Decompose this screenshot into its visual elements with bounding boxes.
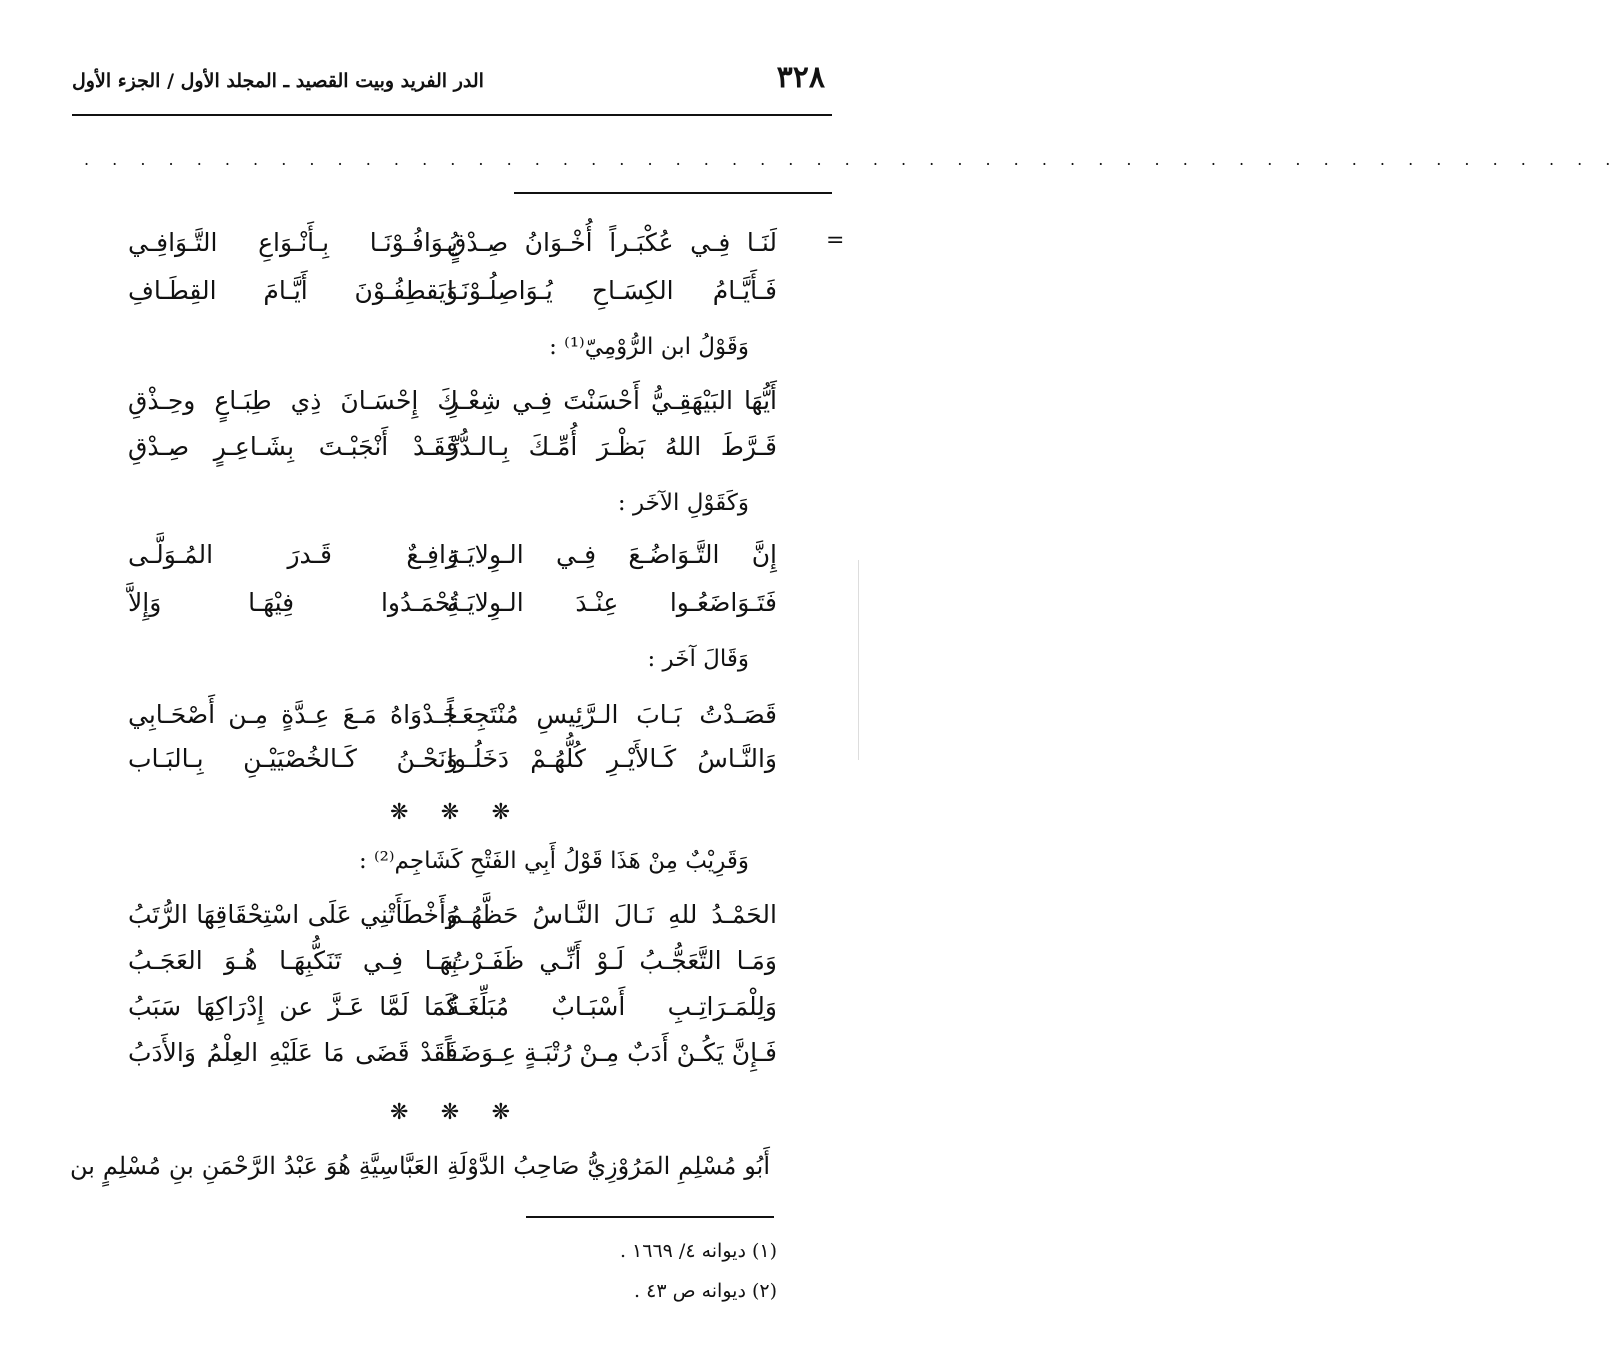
verse-second-hemistich: رَافِـعٌ قَـدرَ المُـوَلَّـى [128,540,458,569]
verse-second-hemistich: يُـوَافُـوْنَـا بِـأَنْـوَاعِ التَّـوَافِـي [128,228,458,257]
verse-first-hemistich: إِنَّ التَّـوَاضُـعَ فِـي الـوِلايَـةِ [447,540,777,569]
verse-intro: وَقَالَ آخَر : [647,646,749,672]
verse-second-hemistich: جَـدْوَاهُ مَـعَ عِـدَّةٍ مِـن أَصْحَـابِي [128,700,458,729]
verse-first-hemistich: وَلِلْمَـرَاتِـبِ أَسْبَـابٌ مُبَلِّغَـةٌ [447,992,777,1021]
verse-first-hemistich: لَنَـا فِـي عُكْبَـراً أُخْـوَانُ صِـدْقٍ [447,228,777,257]
verse-second-hemistich: وَنَحْـنُ كَـالخُصْيَيْـنِ بِـالبَـاب [128,744,458,773]
verse-first-hemistich: فَتَـوَاضَعُـوا عِنْـدَ الـوِلايَـةِ [447,588,777,617]
separator-rule [514,192,832,194]
verse-first-hemistich: قَصَـدْتُ بَـابَ الـرَّئِيسِ مُنْتَجِعَـاً [447,700,777,729]
verse-first-hemistich: فَـإِنَّ يَكُـنْ أَدَبٌ مِـنْ رُتْبَـةٍ عِـوَضَـاً [444,1038,777,1067]
verse-second-hemistich: كَ إِحْسَـانَ ذِي طِبَـاعٍ وحِـذْقِ [128,386,458,415]
scan-margin-mark [858,560,859,760]
header-rule [72,114,832,116]
footnote: (١) ديوانه ٤/ ١٦٦٩ . [619,1240,777,1262]
verse-second-hemistich: وَيَقطِفُـوْنَ أَيَّـامَ القِطَـافِ [128,276,458,305]
verse-intro: وَكَقَوْلِ الآخَر : [617,490,749,516]
verse-first-hemistich: فَـأَيَّـامُ الكِسَـاحِ يُـوَاصِلُـوْنَـا [447,276,777,305]
footnote-rule [526,1216,774,1218]
star-ornament: ❋ [440,1100,460,1125]
star-ornament: ❋ [390,1100,409,1125]
section-divider-stars [390,1100,510,1125]
verse-second-hemistich: فَقَدْ قَضَى مَا عَلَيْهِ العِلْمُ وَالأَدَبُ [128,1038,458,1067]
section-divider-stars [390,800,510,825]
page-number: ٣٢٨ [776,60,825,95]
verse-second-hemistich: وَأَخْطَأَتْنِي عَلَى اسْتِحْقَاقِهَا الرُّتَبُ [128,900,458,929]
verse-intro: وَقَوْلُ ابن الرُّوْمِيّ⁽¹⁾ : [549,334,749,360]
footnote: (٢) ديوانه ص ٤٣ . [634,1280,777,1302]
separator-dots: . . . . . . . . . . . . . . . . . . . . . . . . . . . . . . . . . . . . . . . . . . . . . . . . . . . . . . . [84,150,1619,169]
star-ornament: ❋ [491,1100,510,1125]
verse-first-hemistich: قَـرَّطَ اللهُ بَظْـرَ أُمِّـكَ بِـالـدُّرِّ [447,432,777,461]
star-ornament: ❋ [440,800,460,825]
running-head: الدر الفريد وبيت القصيد ـ المجلد الأول / الجزء الأول [72,70,484,92]
verse-first-hemistich: وَالنَّـاسُ كَـالأَيْـرِ كُلُّهُـمْ دَخَلُـوا [447,744,777,773]
star-ornament: ❋ [390,800,409,825]
continuation-mark: = [826,228,845,253]
verse-second-hemistich: كَمَا لَمَّا عَـزَّ عن إِدْرَاكِهَا سَبَبُ [128,992,458,1021]
verse-first-hemistich: وَمَـا التَّعَجُّـبُ لَـوْ أَنِّـي ظَفَـرْتُ [447,946,777,975]
verse-second-hemistich: بِهَـا فِـي تَنَكُّبِهَـا هُـوَ العَجَـبُ [128,946,458,975]
verse-second-hemistich: تُحْمَـدُوا فِيْهَـا وَإِلاَّ [128,588,458,617]
verse-second-hemistich: فَقَـدْ أَنْجَبْـتَ بِشَـاعِـرٍ صِـدْقِ [128,432,458,461]
verse-first-hemistich: أَيُّهَا البَيْهَقِـيُّ أَحْسَنْتَ فِـي شِعْـرِ [447,386,777,415]
star-ornament: ❋ [491,800,510,825]
prose-paragraph: أَبُو مُسْلِمِ المَرُوْزِيُّ صَاحِبُ الدَّوْلَةِ العَبَّاسِيَّةِ هُوَ عَبْدُ الرَّحْمَنِ بنِ مُسْلِمٍ بن [70,1152,770,1180]
verse-first-hemistich: الحَمْـدُ للهِ نَـالَ النَّـاسُ حَظَّهُـمُ [447,900,777,929]
verse-intro: وَقَرِيْبٌ مِنْ هَذَا قَوْلُ أَبِي الفَتْحِ كَشَاجِم⁽²⁾ : [358,848,749,874]
